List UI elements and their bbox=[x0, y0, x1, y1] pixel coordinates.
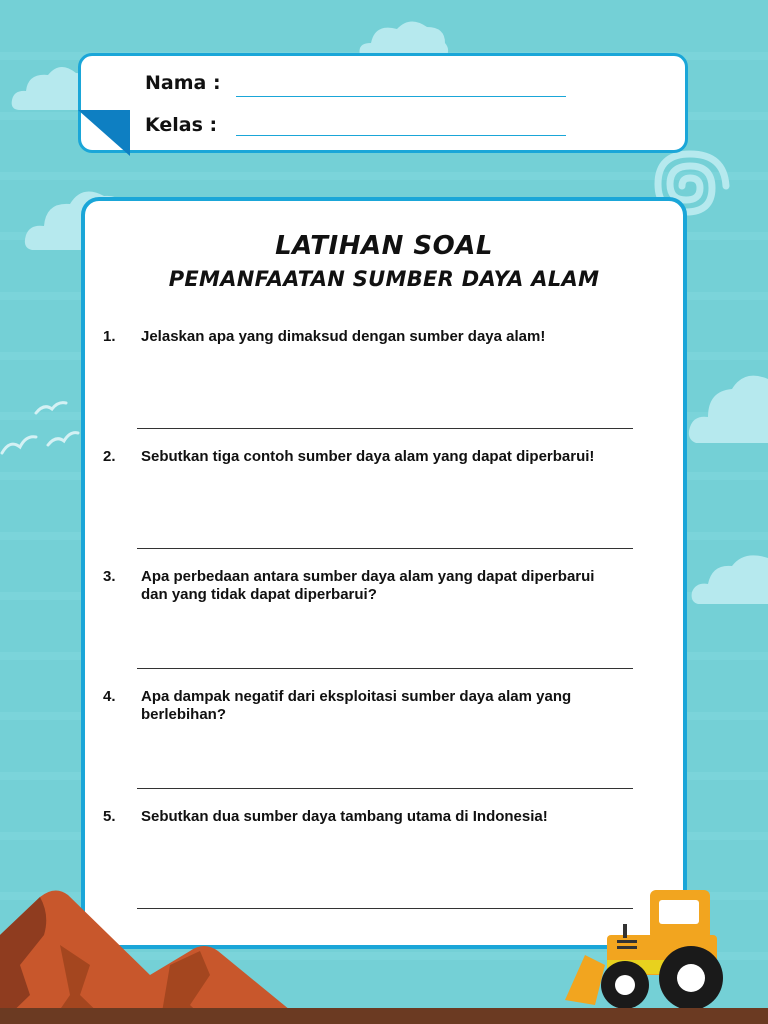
question-number: 3. bbox=[103, 568, 116, 585]
cloud-icon bbox=[355, 15, 450, 55]
page-title: LATIHAN SOAL bbox=[275, 231, 493, 261]
question-number: 1. bbox=[103, 328, 116, 345]
answer-line-2[interactable] bbox=[137, 548, 633, 549]
name-label: Nama : bbox=[145, 72, 221, 94]
name-field-row bbox=[145, 72, 235, 94]
question-text: Jelaskan apa yang dimaksud dengan sumber daya alam! bbox=[141, 328, 546, 345]
answer-line-4[interactable] bbox=[137, 788, 633, 789]
name-input-line[interactable] bbox=[236, 96, 566, 97]
answer-line-1[interactable] bbox=[137, 428, 633, 429]
class-input-line[interactable] bbox=[236, 135, 566, 136]
question-text: Sebutkan tiga contoh sumber daya alam yang dapat diperbarui! bbox=[141, 448, 595, 465]
question-number: 5. bbox=[103, 808, 116, 825]
cloud-icon bbox=[686, 365, 768, 445]
mountains-illustration bbox=[0, 885, 300, 1024]
ground bbox=[0, 1008, 768, 1024]
page-subtitle: PEMANFAATAN SUMBER DAYA ALAM bbox=[168, 267, 600, 291]
class-label: Kelas : bbox=[145, 114, 218, 136]
question-text: Sebutkan dua sumber daya tambang utama di Indonesia! bbox=[141, 808, 548, 825]
question-number: 2. bbox=[103, 448, 116, 465]
question-text: Apa perbedaan antara sumber daya alam yang dapat diperbarui dan yang tidak dapat diperbarui? bbox=[141, 568, 595, 603]
question-text: Apa dampak negatif dari eksploitasi sumber daya alam yang berlebihan? bbox=[141, 688, 572, 723]
question-number: 4. bbox=[103, 688, 116, 705]
worksheet bbox=[81, 197, 687, 949]
answer-line-3[interactable] bbox=[137, 668, 633, 669]
bulldozer-illustration bbox=[555, 880, 735, 1010]
birds-icon bbox=[0, 395, 80, 460]
name-card bbox=[78, 53, 688, 153]
cloud-icon bbox=[690, 548, 768, 606]
page-fold-icon bbox=[78, 108, 130, 156]
class-field-row bbox=[145, 114, 235, 136]
